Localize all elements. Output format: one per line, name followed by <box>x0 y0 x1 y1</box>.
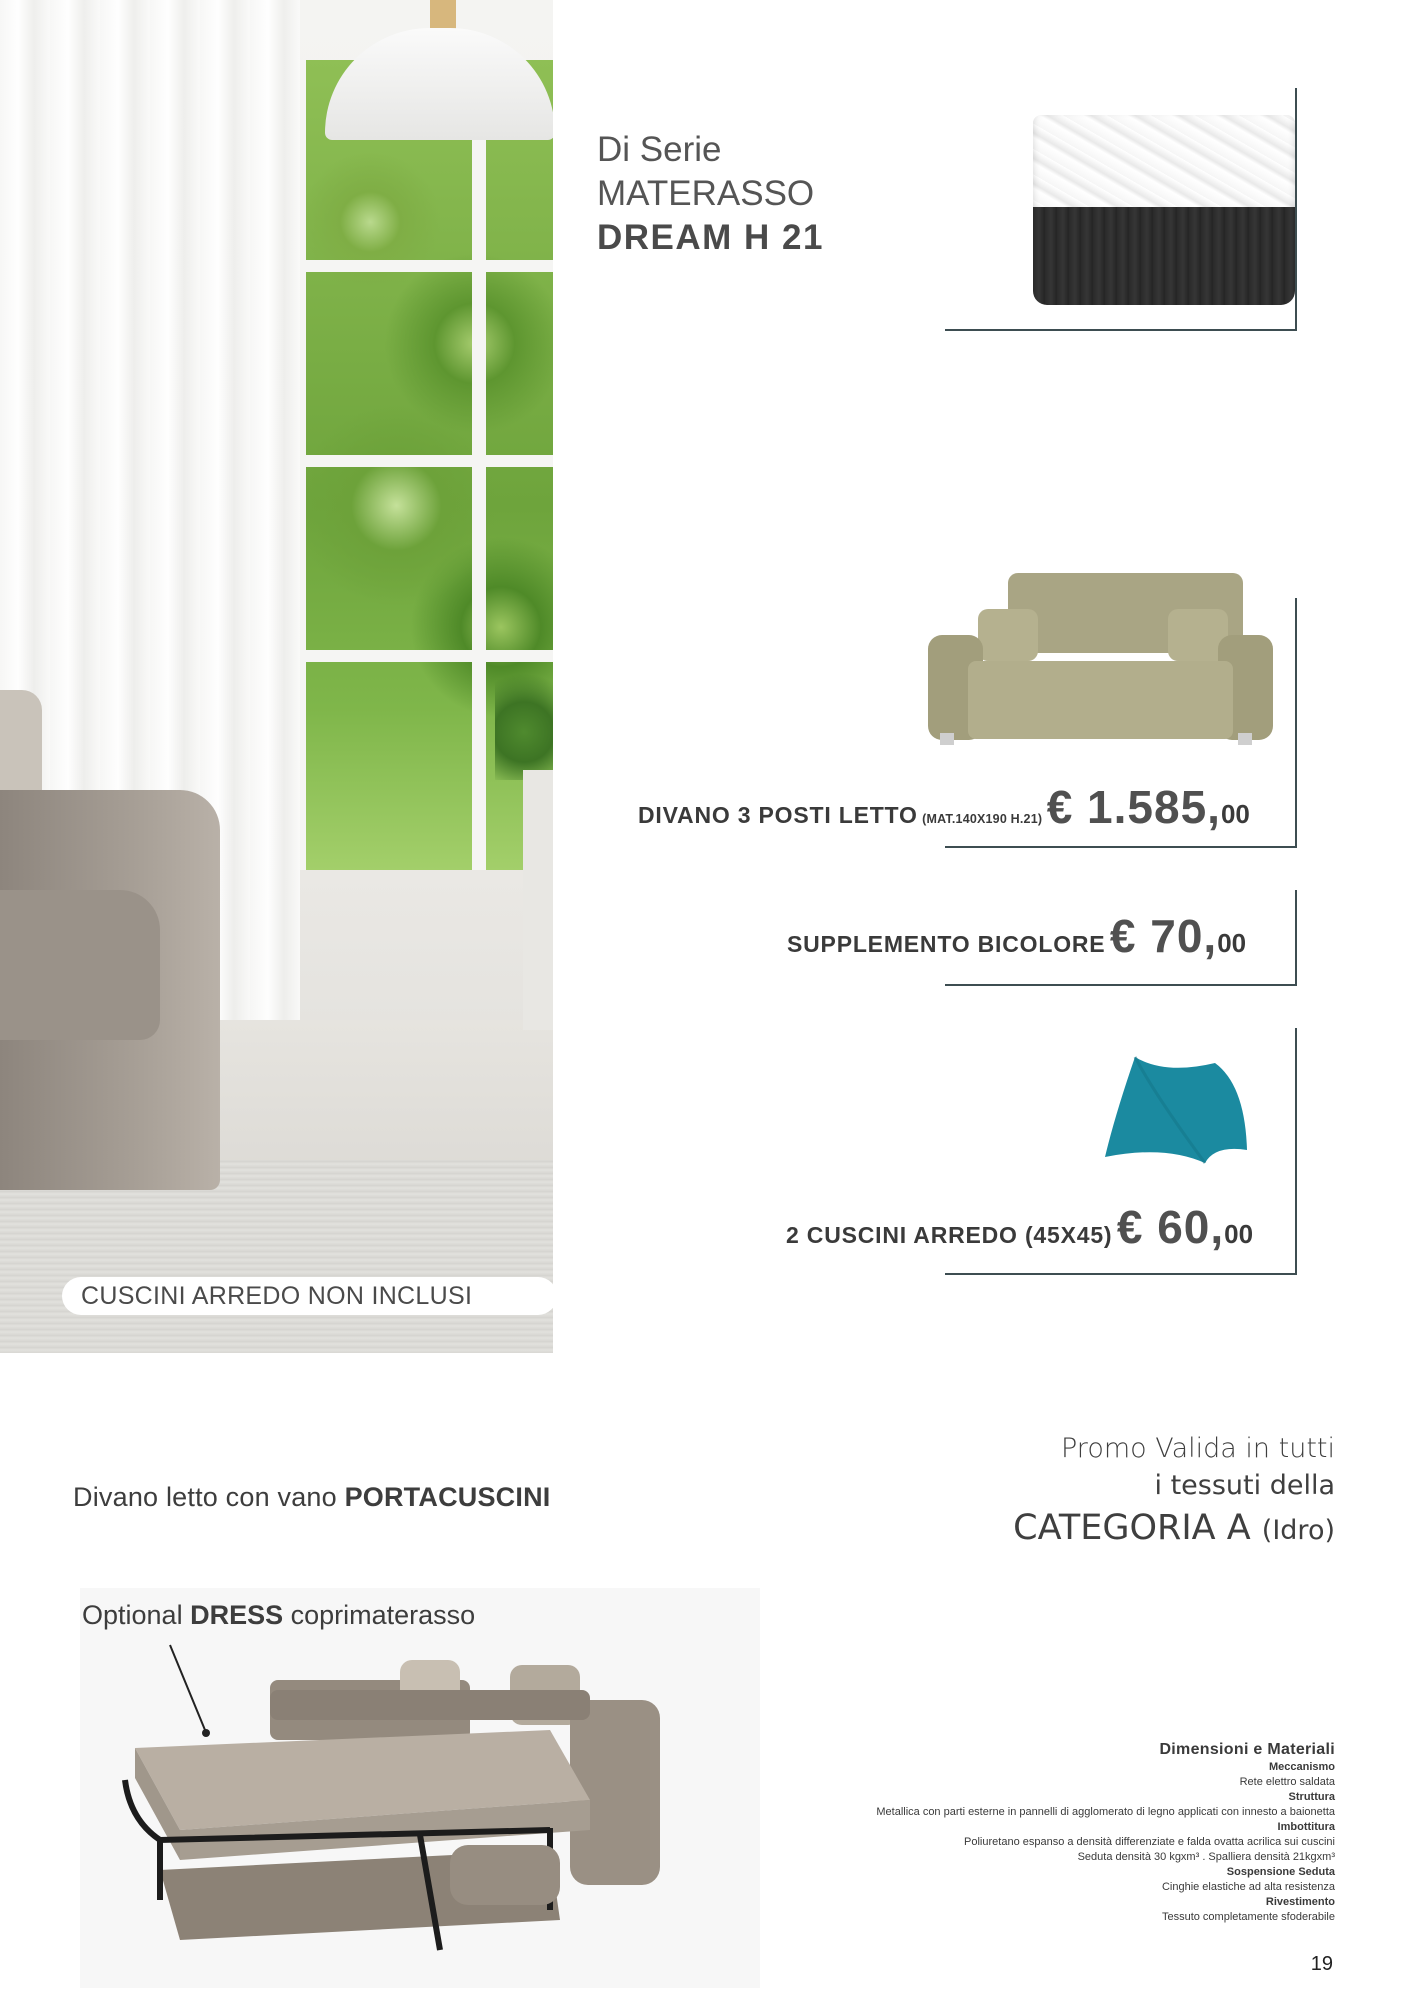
pointer-line <box>150 1640 230 1750</box>
promo-block <box>1013 1430 1335 1555</box>
promo-line2: i tessuti della <box>1154 1470 1335 1501</box>
pillow-price-cents: 00 <box>1224 1219 1254 1249</box>
optional-text1: Optional <box>82 1600 191 1630</box>
promo-category <box>1013 1504 1335 1555</box>
portacuscini-caption <box>73 1482 550 1513</box>
bicolore-price-line <box>787 909 1246 963</box>
spec-value: Rete elettro saldata <box>1239 1776 1335 1788</box>
spec-key: Meccanismo <box>1268 1761 1335 1773</box>
bicolore-label: SUPPLEMENTO BICOLORE <box>787 931 1106 957</box>
pillow-price: € 60, <box>1116 1201 1225 1253</box>
portacuscini-bold: PORTACUSCINI <box>344 1482 551 1512</box>
mattress-model: DREAM H 21 <box>597 218 824 257</box>
bicolore-price-cents: 00 <box>1217 928 1247 958</box>
sofa-seat <box>0 890 160 1040</box>
pillow-price-line <box>786 1200 1253 1254</box>
spec-key: Sospensione Seduta <box>1226 1866 1335 1878</box>
spec-value: Cinghie elastiche ad alta resistenza <box>1161 1881 1335 1893</box>
page-number: 19 <box>1310 1953 1333 1975</box>
sofa-label: DIVANO 3 POSTI LETTO <box>638 802 918 828</box>
plant <box>495 660 553 1030</box>
promo-category-note: (Idro) <box>1261 1515 1335 1546</box>
portacuscini-text: Divano letto con vano <box>73 1482 345 1512</box>
spec-key: Rivestimento <box>1265 1896 1335 1908</box>
specs-heading: Dimensioni e Materiali <box>1159 1741 1335 1758</box>
spec-value: Seduta densità 30 kgxm³ . Spalliera densità 21kgxm³ <box>1077 1851 1335 1863</box>
spec-value: Poliuretano espanso a densità differenziate e falda ovatta acrilica sui cuscini <box>964 1836 1335 1848</box>
sofa-price-cents: 00 <box>1220 799 1250 829</box>
specs-block <box>876 1740 1335 1925</box>
spec-value: Metallica con parti esterne in pannelli di agglomerato di legno applicati con innesto a baionetta <box>876 1806 1335 1818</box>
mattress-frame <box>945 88 1297 331</box>
mattress-title <box>597 128 824 260</box>
pillow-label: 2 CUSCINI ARREDO (45X45) <box>786 1222 1113 1248</box>
promo-category-text: CATEGORIA A <box>1013 1508 1251 1548</box>
pendant-lamp <box>325 0 553 140</box>
hero-caption: CUSCINI ARREDO NON INCLUSI <box>62 1277 553 1315</box>
spec-value: Tessuto completamente sfoderabile <box>1161 1911 1335 1923</box>
promo-line1: Promo Valida in tutti <box>1061 1433 1335 1464</box>
optional-bold: DRESS <box>190 1600 284 1630</box>
hero-room-photo <box>0 0 553 1353</box>
bicolore-price: € 70, <box>1109 910 1218 962</box>
spec-key: Struttura <box>1288 1791 1335 1803</box>
sofa-price-line <box>638 780 1250 834</box>
mattress-line2: MATERASSO <box>597 174 815 213</box>
mattress-line1: Di Serie <box>597 130 722 169</box>
spec-key: Imbottitura <box>1277 1821 1335 1833</box>
optional-dress-caption <box>82 1600 475 1631</box>
optional-text2: coprimaterasso <box>283 1600 476 1630</box>
sofa-mattress-note: (MAT.140X190 H.21) <box>922 812 1043 826</box>
sofa-price: € 1.585, <box>1046 781 1221 833</box>
